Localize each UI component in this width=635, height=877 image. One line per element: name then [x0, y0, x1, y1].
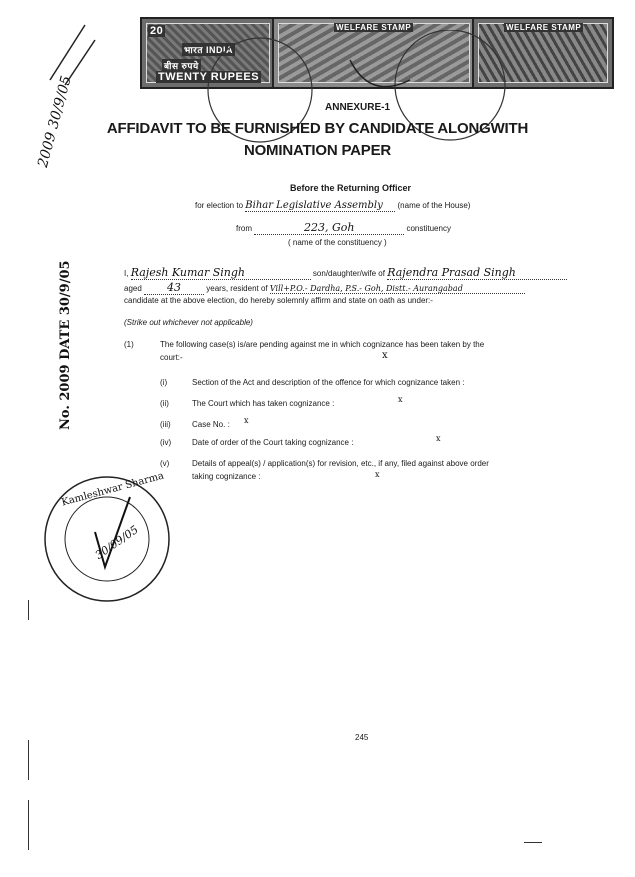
affidavit-title-line2: NOMINATION PAPER: [243, 142, 392, 159]
margin-rule: [28, 740, 29, 780]
seal-signature-date: 30/09/05: [92, 523, 141, 562]
constituency-suffix: constituency: [406, 224, 451, 233]
subitem-5-text-cont: taking cognizance :: [192, 472, 261, 481]
years-label: years, resident of: [206, 284, 268, 293]
constituency-note: ( name of the constituency ): [288, 238, 387, 247]
annexure-label: ANNEXURE-1: [325, 102, 391, 113]
before-officer: Before the Returning Officer: [290, 183, 412, 193]
stamp-country: भारत INDIA: [184, 45, 233, 55]
cross-mark-4: x: [436, 434, 441, 443]
stamp-value-hindi: बीस रुपये: [164, 61, 199, 71]
margin-rule: [28, 800, 29, 850]
subitem-1-text: Section of the Act and description of the offence for which cognizance taken :: [192, 378, 465, 387]
aged-line: [124, 281, 525, 295]
election-line: [195, 200, 470, 212]
bottom-dash: [524, 842, 542, 843]
stamp-value-text: TWENTY RUPEES: [158, 71, 260, 83]
constituency-value: 223, Goh: [254, 221, 404, 235]
seal-name: Kamleshwar Sharma: [60, 470, 166, 509]
item1-text: The following case(s) is/are pending against me in which cognizance has been taken by the: [160, 340, 485, 349]
son-of-label: son/daughter/wife of: [312, 269, 385, 278]
margin-register-number: No. 2009 DATE 30/9/05: [58, 260, 73, 430]
postmark-circles: [200, 30, 520, 160]
from-prefix: from: [236, 224, 252, 233]
stamp-denomination: 20: [150, 25, 164, 37]
subitem-5-text: Details of appeal(s) / application(s) for revision, etc., if any, filed against above order: [192, 459, 489, 468]
subitem-4-number: (iv): [160, 438, 172, 447]
deponent-line: [124, 266, 567, 280]
item1-number: (1): [124, 340, 134, 349]
deponent-name: Rajesh Kumar Singh: [131, 266, 311, 280]
subitem-3-text: Case No. :: [192, 420, 230, 429]
item1-text-cont: court:-: [160, 353, 183, 362]
stamp-welfare-label-right: WELFARE STAMP: [506, 23, 582, 32]
cross-mark-5: x: [375, 470, 380, 479]
election-value: Bihar Legislative Assembly: [245, 200, 395, 212]
aged-label: aged: [124, 284, 142, 293]
subitem-2-text: The Court which has taken cognizance :: [192, 399, 335, 408]
subitem-2-number: (ii): [160, 399, 169, 408]
subitem-4-text: Date of order of the Court taking cognizance :: [192, 438, 354, 447]
strike-note: (Strike out whichever not applicable): [124, 318, 253, 327]
affidavit-title: AFFIDAVIT TO BE FURNISHED BY CANDIDATE ALONGWITH: [106, 120, 529, 137]
cross-mark-1: x: [382, 350, 388, 361]
margin-rule: [28, 600, 29, 620]
residence-value: Vill+P.O.- Dardha, P.S.- Goh, Distt.- Aurangabad: [270, 284, 525, 294]
para-i: I,: [124, 269, 129, 278]
subitem-5-number: (v): [160, 459, 170, 468]
subitem-3-number: (iii): [160, 420, 171, 429]
election-suffix: (name of the House): [397, 201, 471, 210]
father-name: Rajendra Prasad Singh: [387, 266, 567, 280]
margin-handwritten-date: 2009 30/9/05: [35, 74, 75, 170]
page-number: 245: [355, 733, 369, 742]
candidate-text: candidate at the above election, do hereby solemnly affirm and state on oath as under:-: [124, 296, 433, 305]
election-prefix: for election to: [195, 201, 244, 210]
cross-mark-3: x: [244, 416, 249, 425]
cross-mark-2: x: [398, 395, 403, 404]
stamp-welfare-label: WELFARE STAMP: [336, 23, 412, 32]
age-value: 43: [144, 281, 204, 295]
from-line: [236, 221, 451, 235]
subitem-1-number: (i): [160, 378, 168, 387]
